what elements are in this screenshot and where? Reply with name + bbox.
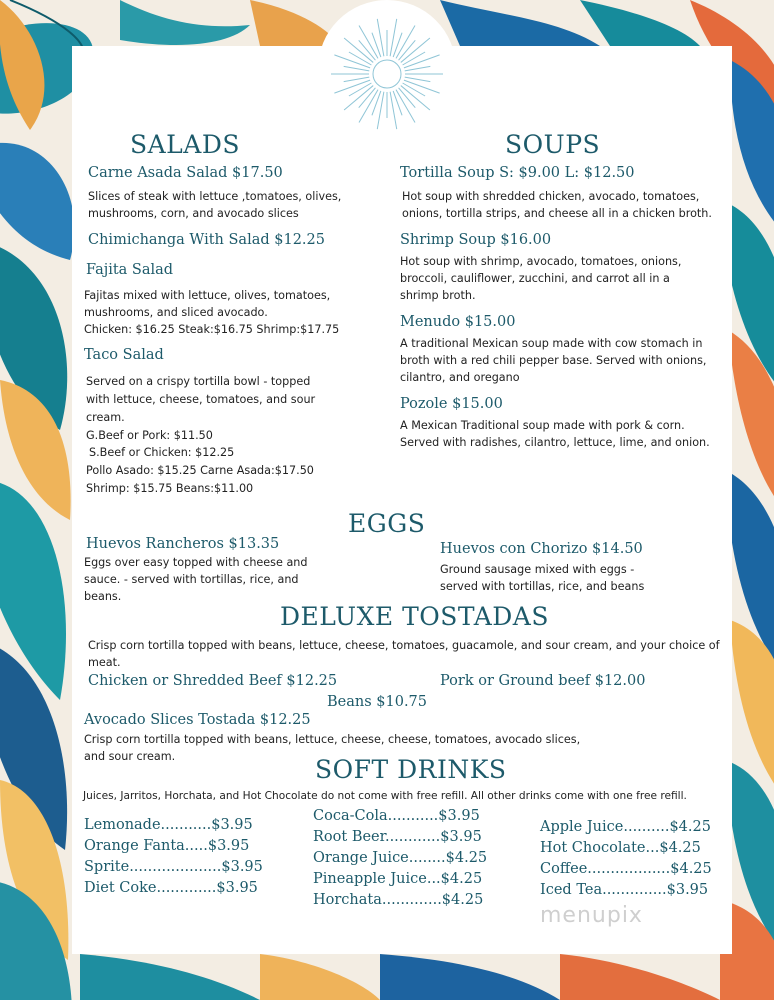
avocado-tostada-desc: Crisp corn tortilla topped with beans, lettuce, cheese, cheese, tomatoes, avocado slices, [84, 733, 581, 746]
taco-salad-name: Taco Salad [84, 347, 164, 363]
tortilla-soup-desc: Hot soup with shredded chicken, avocado, tomatoes, [402, 190, 700, 203]
huevos-chorizo-desc: served with tortillas, rice, and beans [440, 580, 645, 593]
tostadas-desc: meat. [88, 656, 121, 669]
tostadas-heading: DELUXE TOSTADAS [280, 602, 549, 631]
drink-item: Horchata.............$4.25 [313, 892, 484, 908]
huevos-rancheros-desc: beans. [84, 590, 122, 603]
taco-salad-price: S.Beef or Chicken: $12.25 [89, 446, 235, 459]
menupix-watermark: menupix [540, 903, 643, 928]
huevos-rancheros-desc: sauce. - served with tortillas, rice, and [84, 573, 299, 586]
pozole-name: Pozole $15.00 [400, 396, 503, 412]
shrimp-soup-name: Shrimp Soup $16.00 [400, 232, 552, 248]
fajita-salad-prices: Chicken: $16.25 Steak:$16.75 Shrimp:$17.75 [84, 323, 340, 336]
huevos-chorizo-desc: Ground sausage mixed with eggs - [440, 563, 635, 576]
taco-salad-price: Shrimp: $15.75 Beans:$11.00 [86, 482, 254, 495]
tostada-pork-ground-beef: Pork or Ground beef $12.00 [440, 673, 646, 689]
pozole-desc: Served with radishes, cilantro, lettuce, lime, and onion. [400, 436, 710, 449]
shrimp-soup-desc: Hot soup with shrimp, avocado, tomatoes, onions, [400, 255, 682, 268]
taco-salad-price: G.Beef or Pork: $11.50 [86, 429, 213, 442]
menudo-desc: A traditional Mexican soup made with cow stomach in [400, 337, 703, 350]
carne-asada-salad-name: Carne Asada Salad $17.50 [88, 165, 283, 181]
drink-item: Root Beer............$3.95 [313, 829, 482, 845]
taco-salad-desc: cream. [86, 411, 125, 424]
tostada-beans: Beans $10.75 [327, 694, 428, 710]
drink-item: Hot Chocolate...$4.25 [540, 840, 701, 856]
drink-item: Orange Juice........$4.25 [313, 850, 488, 866]
soft-drinks-heading: SOFT DRINKS [315, 755, 507, 784]
tortilla-soup-desc: onions, tortilla strips, and cheese all in a chicken broth. [402, 207, 712, 220]
drink-item: Apple Juice..........$4.25 [540, 819, 711, 835]
taco-salad-desc: Served on a crispy tortilla bowl - topped [86, 375, 311, 388]
fajita-salad-name: Fajita Salad [86, 262, 174, 278]
drink-item: Iced Tea..............$3.95 [540, 882, 709, 898]
tostada-chicken-beef: Chicken or Shredded Beef $12.25 [88, 673, 338, 689]
taco-salad-price: Pollo Asado: $15.25 Carne Asada:$17.50 [86, 464, 314, 477]
drink-item: Diet Coke.............$3.95 [84, 880, 258, 896]
drink-item: Pineapple Juice...$4.25 [313, 871, 483, 887]
carne-asada-salad-desc: mushrooms, corn, and avocado slices [88, 207, 299, 220]
salads-heading: SALADS [130, 130, 241, 159]
huevos-rancheros-name: Huevos Rancheros $13.35 [86, 536, 280, 552]
tortilla-soup-name: Tortilla Soup S: $9.00 L: $12.50 [400, 165, 635, 181]
carne-asada-salad-desc: Slices of steak with lettuce ,tomatoes, olives, [88, 190, 342, 203]
fajita-salad-desc: mushrooms, and sliced avocado. [84, 306, 268, 319]
tostadas-desc: Crisp corn tortilla topped with beans, lettuce, cheese, tomatoes, guacamole, and sour cream, and your choice of [88, 639, 720, 652]
drink-item: Lemonade...........$3.95 [84, 817, 253, 833]
drink-item: Sprite....................$3.95 [84, 859, 263, 875]
drinks-refill-note: Juices, Jarritos, Horchata, and Hot Chocolate do not come with free refill. All other drinks come with one free refill. [83, 790, 687, 802]
huevos-rancheros-desc: Eggs over easy topped with cheese and [84, 556, 308, 569]
avocado-tostada-name: Avocado Slices Tostada $12.25 [84, 712, 311, 728]
menudo-desc: broth with a red chili pepper base. Served with onions, [400, 354, 707, 367]
pozole-desc: A Mexican Traditional soup made with pork & corn. [400, 419, 685, 432]
fajita-salad-desc: Fajitas mixed with lettuce, olives, tomatoes, [84, 289, 331, 302]
soups-heading: SOUPS [505, 130, 601, 159]
menudo-desc: cilantro, and oregano [400, 371, 520, 384]
drink-item: Coffee..................$4.25 [540, 861, 712, 877]
taco-salad-desc: with lettuce, cheese, tomatoes, and sour [86, 393, 316, 406]
drink-item: Coca-Cola...........$3.95 [313, 808, 480, 824]
menudo-name: Menudo $15.00 [400, 314, 516, 330]
drink-item: Orange Fanta.....$3.95 [84, 838, 250, 854]
shrimp-soup-desc: shrimp broth. [400, 289, 476, 302]
chimichanga-salad-name: Chimichanga With Salad $12.25 [88, 232, 325, 248]
shrimp-soup-desc: broccoli, cauliflower, zucchini, and carrot all in a [400, 272, 670, 285]
avocado-tostada-desc: and sour cream. [84, 750, 176, 763]
eggs-heading: EGGS [348, 509, 426, 538]
huevos-chorizo-name: Huevos con Chorizo $14.50 [440, 541, 643, 557]
sunburst-logo [327, 14, 447, 134]
